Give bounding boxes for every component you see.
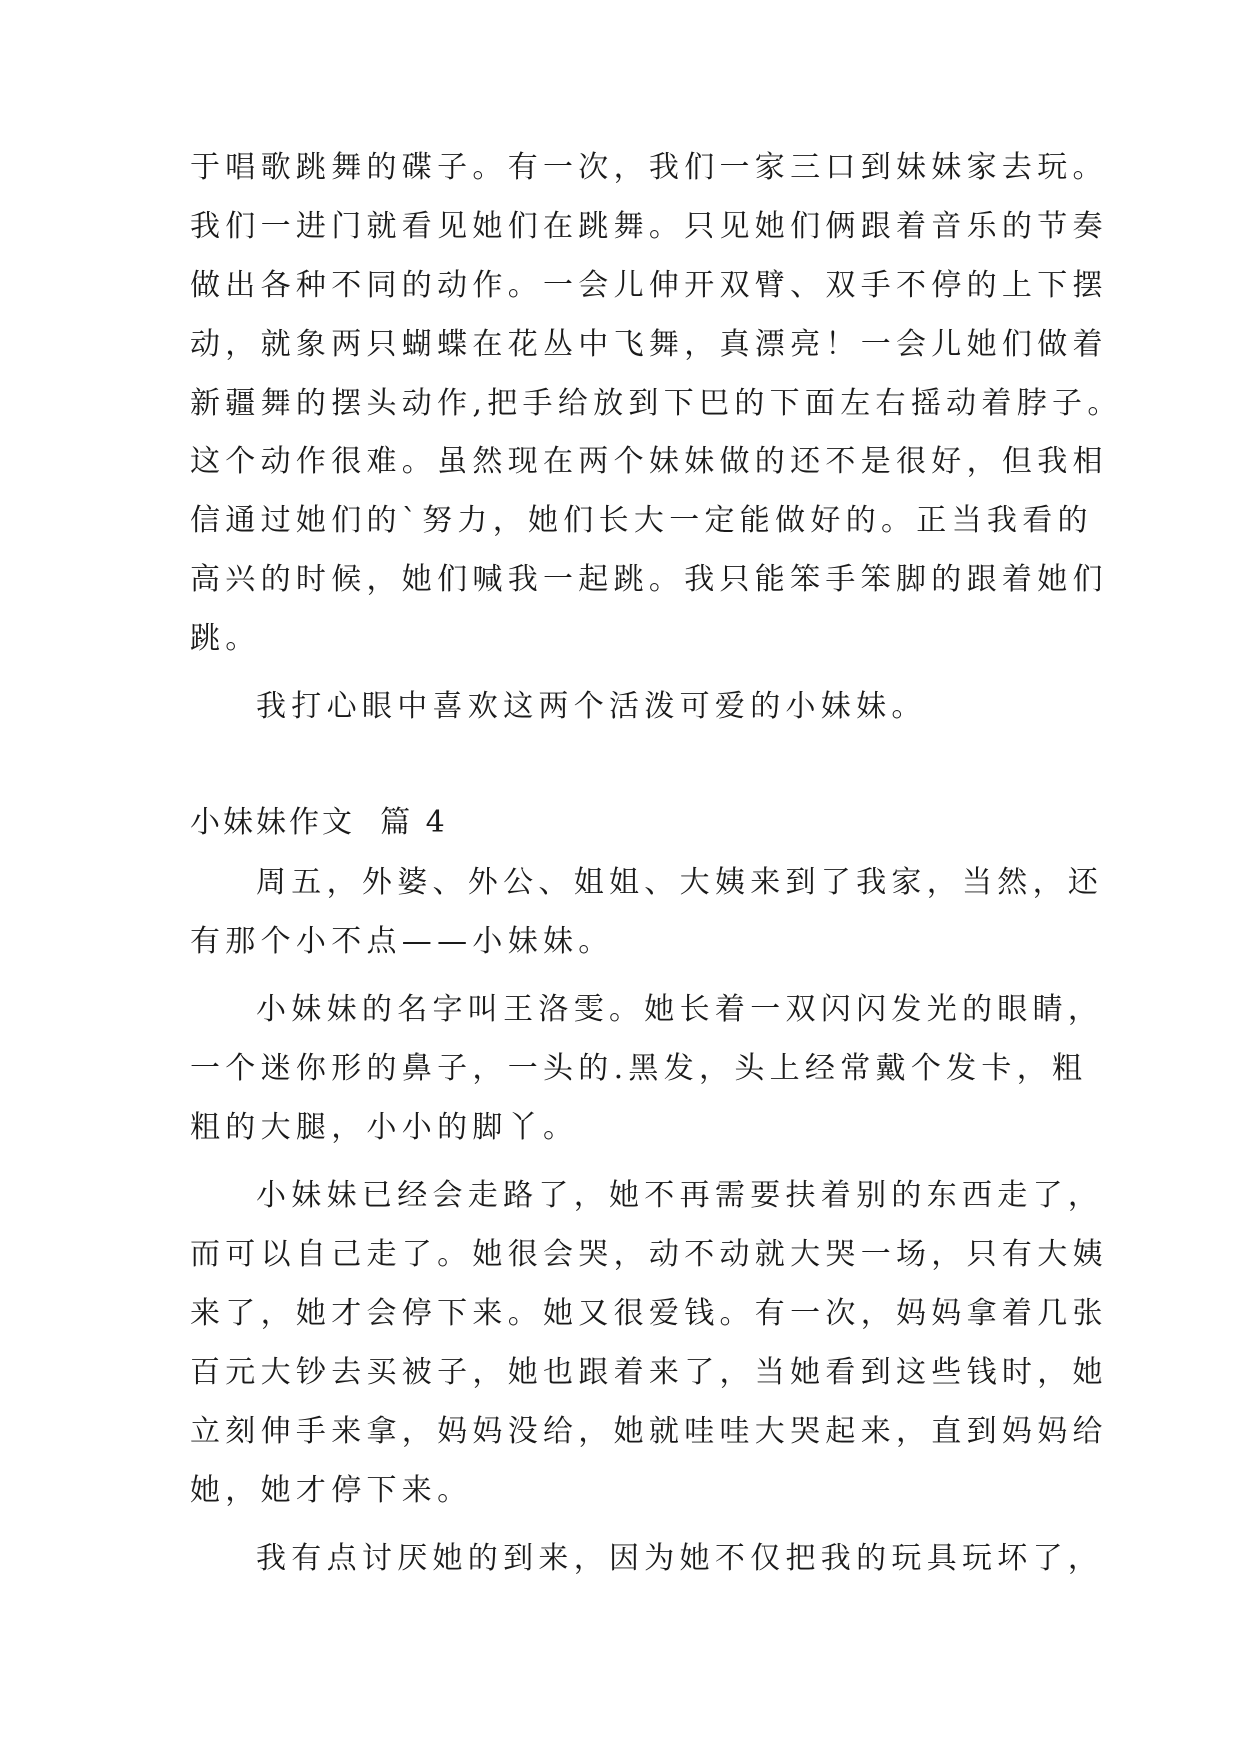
paragraph-1-line-8: 高兴的时候，她们喊我一起跳。我只能笨手笨脚的跟着她们 [190,562,1108,597]
paragraph-3-line-1: 周五，外婆、外公、姐姐、大姨来到了我家，当然，还 [256,865,1104,900]
paragraph-4-line-1: 小妹妹的名字叫王洛雯。她长着一双闪闪发光的眼睛， [256,992,1104,1027]
paragraph-1-line-6: 这个动作很难。虽然现在两个妹妹做的还不是很好，但我相 [190,444,1108,479]
paragraph-5-line-1: 小妹妹已经会走路了，她不再需要扶着别的东西走了， [256,1178,1104,1213]
paragraph-4-line-3: 粗的大腿，小小的脚丫。 [190,1110,579,1145]
paragraph-1-line-5: 新疆舞的摆头动作,把手给放到下巴的下面左右摇动着脖子。 [190,386,1123,421]
paragraph-2: 我打心眼中喜欢这两个活泼可爱的小妹妹。 [256,689,927,724]
paragraph-6-line-1: 我有点讨厌她的到来，因为她不仅把我的玩具玩坏了， [256,1541,1104,1576]
paragraph-1-line-7: 信通过她们的`努力，她们长大一定能做好的。正当我看的 [190,503,1093,538]
paragraph-4-line-2: 一个迷你形的鼻子，一头的.黑发，头上经常戴个发卡，粗 [190,1051,1088,1086]
section-heading: 小妹妹作文 篇 4 [190,805,448,840]
paragraph-1-line-1: 于唱歌跳舞的碟子。有一次，我们一家三口到妹妹家去玩。 [190,150,1108,185]
paragraph-5-line-2: 而可以自己走了。她很会哭，动不动就大哭一场，只有大姨 [190,1237,1108,1272]
paragraph-5-line-3: 来了，她才会停下来。她又很爱钱。有一次，妈妈拿着几张 [190,1296,1108,1331]
paragraph-1-line-9: 跳。 [190,621,261,656]
paragraph-5-line-5: 立刻伸手来拿，妈妈没给，她就哇哇大哭起来，直到妈妈给 [190,1414,1108,1449]
paragraph-1-line-2: 我们一进门就看见她们在跳舞。只见她们俩跟着音乐的节奏 [190,209,1108,244]
paragraph-3-line-2: 有那个小不点——小妹妹。 [190,924,614,959]
paragraph-1-line-3: 做出各种不同的动作。一会儿伸开双臂、双手不停的上下摆 [190,268,1108,303]
paragraph-5-line-4: 百元大钞去买被子，她也跟着来了，当她看到这些钱时，她 [190,1355,1108,1390]
paragraph-5-line-6: 她，她才停下来。 [190,1473,473,1508]
paragraph-1-line-4: 动，就象两只蝴蝶在花丛中飞舞，真漂亮！一会儿她们做着 [190,327,1108,362]
